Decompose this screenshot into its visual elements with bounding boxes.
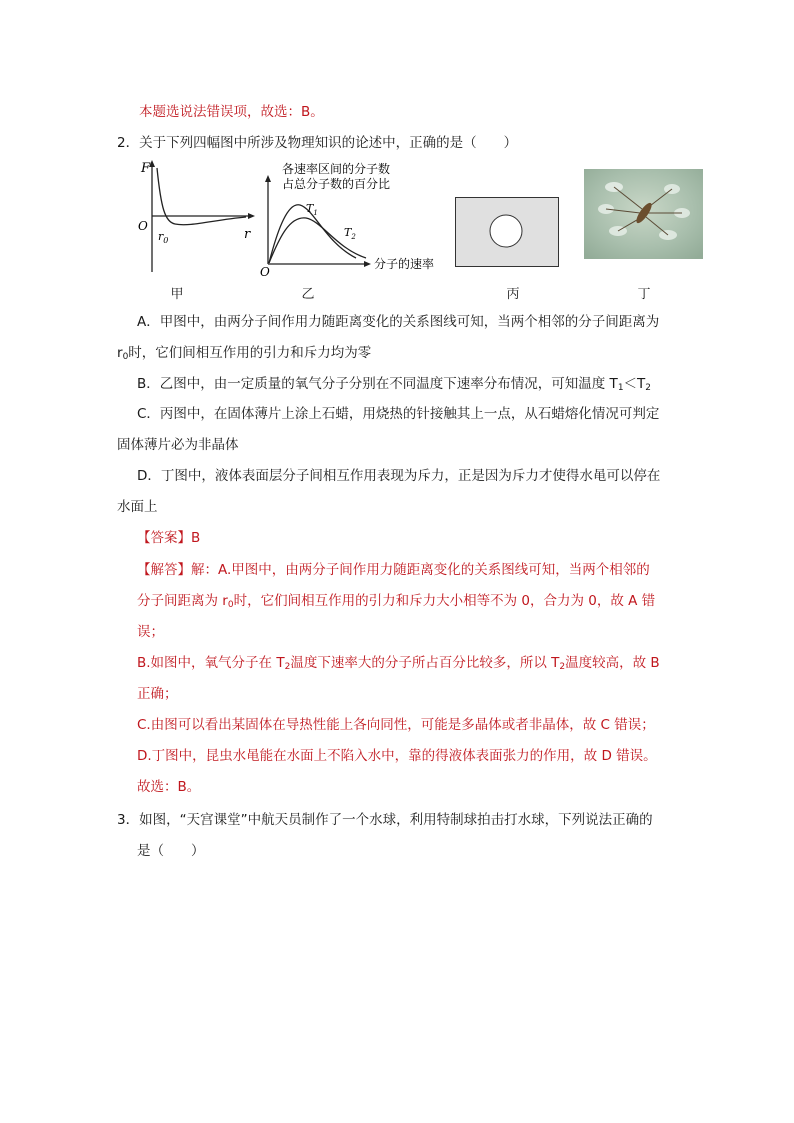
jia-r0-label: $r_0$ <box>158 230 169 245</box>
yi-t1-label: $T_1$ <box>306 202 318 217</box>
figure-jia-caption: 甲 <box>170 287 184 302</box>
q3-stem-line2: 是（ ） <box>137 843 205 859</box>
yi-title-line1: 各速率区间的分子数 <box>282 162 391 176</box>
answer-value: B <box>191 530 201 546</box>
analysis-tag: 【解答】 <box>137 562 191 578</box>
analysis-line6: C.由图可以看出某固体在导热性能上各向同性，可能是多晶体或者非晶体，故 C 错误； <box>137 717 655 733</box>
q2-stem <box>117 133 517 153</box>
q2-stem-text: 关于下列四幅图中所涉及物理知识的论述中，正确的是（ ） <box>139 135 518 151</box>
yi-title-line2: 占总分子数的百分比 <box>282 177 391 191</box>
prev-answer-tail: 本题选说法错误项，故选：B。 <box>139 104 324 120</box>
analysis-line4: B.如图中，氧气分子在 $T_2$温度下速率大的分子所占百分比较多，所以 $T_2$温度较高，故 B <box>137 655 660 672</box>
jia-axis-x-label: r <box>244 227 251 242</box>
option-b-text: B．乙图中，由一定质量的氧气分子分别在不同温度下速率分布情况，可知温度 T <box>137 376 618 392</box>
analysis-line1 <box>137 560 650 580</box>
q3-stem-line1 <box>117 810 653 830</box>
option-b-mid: ＜T <box>623 376 646 392</box>
analysis-text1: 解：A.甲图中，由两分子间作用力随距离变化的关系图线可知，当两个相邻的 <box>191 562 650 578</box>
option-a-r-sub: 0 <box>122 352 129 362</box>
figure-jia-force-distance <box>138 158 258 276</box>
option-d-line1: D．丁图中，液体表面层分子间相互作用表现为斥力，正是因为斥力才使得水黾可以停在 <box>137 468 661 484</box>
yi-t2-label: $T_2$ <box>344 226 356 241</box>
option-b-sub1: 1 <box>617 383 624 393</box>
figure-yi-caption: 乙 <box>301 287 315 302</box>
analysis-line8: 故选：B。 <box>137 779 201 795</box>
analysis-line5: 正确； <box>137 686 178 702</box>
q2-number: 2． <box>117 135 140 151</box>
answer-line <box>137 528 200 548</box>
analysis-line3: 误； <box>137 624 164 640</box>
option-c-line1: C．丙图中，在固体薄片上涂上石蜡，用烧热的针接触其上一点，从石蜡熔化情况可判定 <box>137 406 660 422</box>
option-b-sub2: 2 <box>645 383 652 393</box>
analysis-line7: D.丁图中，昆虫水黾能在水面上不陷入水中，靠的得液体表面张力的作用，故 D 错误。 <box>137 748 657 764</box>
yi-origin-label: O <box>260 265 270 278</box>
option-b <box>137 374 651 398</box>
option-d-line2: 水面上 <box>117 499 158 515</box>
jia-axis-y-label: F <box>141 161 151 176</box>
q3-stem-text: 如图，“天宫课堂”中航天员制作了一个水球，利用特制球拍击打水球，下列说法正确的 <box>139 812 653 828</box>
figure-ding-caption: 丁 <box>637 287 651 302</box>
analysis-line2: 分子间距离为 $r_0$时，它们间相互作用的引力和斥力大小相等不为 0，合力为 0，故 A 错 <box>137 593 656 610</box>
option-a-rest: 时，它们间相互作用的引力和斥力均为零 <box>128 345 372 361</box>
figure-ding-water-strider-photo <box>584 169 703 259</box>
option-a-r: r <box>117 345 123 361</box>
figure-bing-caption: 丙 <box>506 287 520 302</box>
q3-number: 3． <box>117 812 140 828</box>
yi-axis-x-label: 分子的速率 <box>374 257 435 271</box>
option-a-line2 <box>117 343 371 367</box>
jia-origin-label: O <box>138 219 148 233</box>
answer-tag: 【答案】 <box>137 530 191 546</box>
option-a-line1: A．甲图中，由两分子间作用力随距离变化的关系图线可知，当两个相邻的分子间距离为 <box>137 314 660 330</box>
figure-yi-speed-distribution <box>258 158 448 278</box>
figure-bing-wax-plate <box>455 197 559 267</box>
option-c-line2: 固体薄片必为非晶体 <box>117 437 239 453</box>
